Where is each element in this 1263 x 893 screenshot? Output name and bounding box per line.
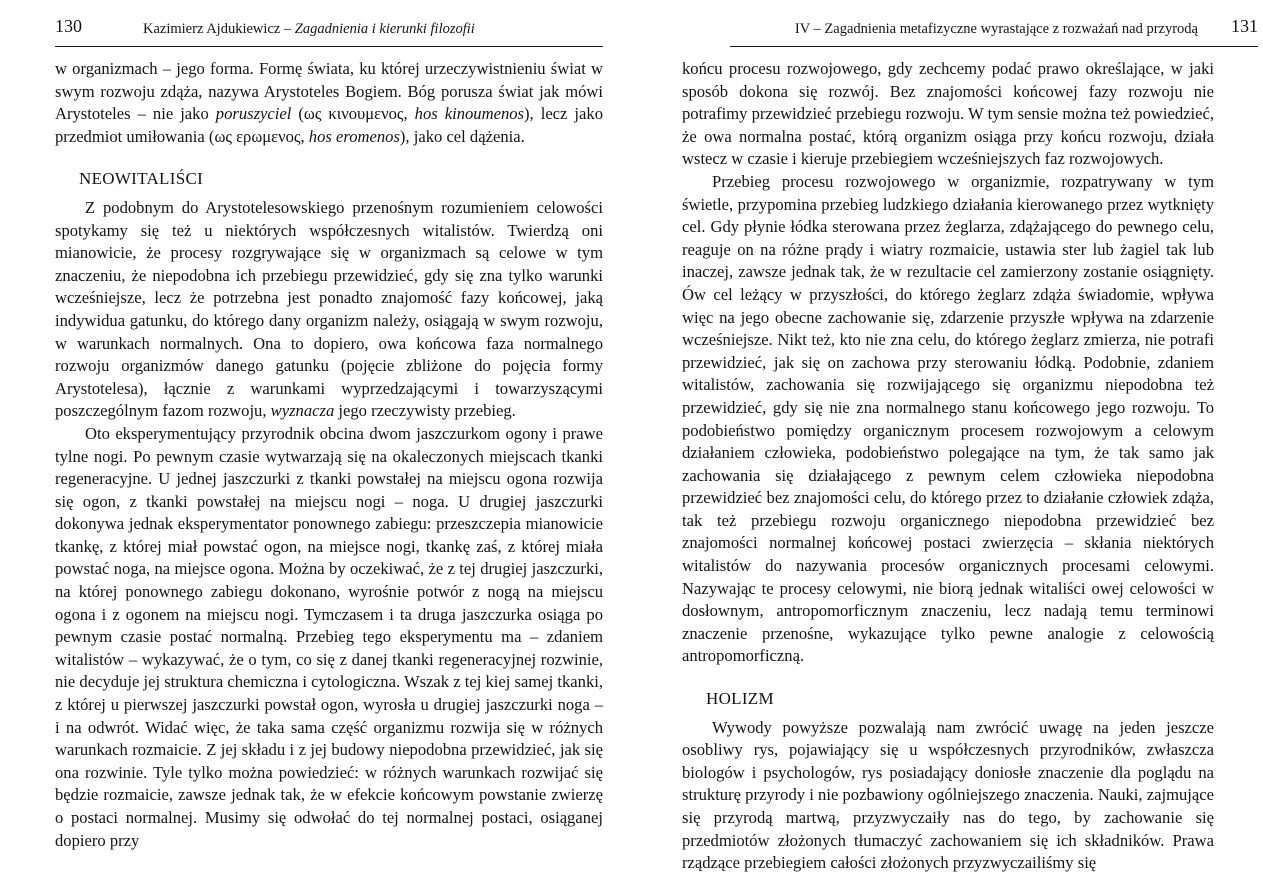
running-head-author: Kazimierz Ajdukiewicz – (143, 21, 295, 37)
right-page-number: 131 (1231, 16, 1258, 36)
book-gutter (620, 0, 670, 893)
left-running-head (55, 18, 603, 42)
left-paragraph-1: w organizmach – jego forma. Formę świata, ku której urzeczywistnieniu świat w swym rozwoju zdąża, nazywa Arystoteles Bogiem. Bóg porusza świat jak mówi Arystoteles – nie jako poruszyciel (ως κινουμενος, hos kinoumenos), lecz jako przedmiot umiłowania (ως ερωμενος, hos eromenos), jako cel dążenia. (55, 59, 603, 146)
right-running-head (730, 18, 1258, 42)
right-page (670, 0, 1263, 893)
italic-term: poruszyciel (215, 104, 292, 124)
left-page-number: 130 (55, 16, 82, 36)
section-heading-holizm: HOLIZM (706, 689, 774, 709)
right-running-title: IV – Zagadnienia metafizyczne wyrastające z rozważań nad przyrodą (794, 21, 1198, 37)
section-heading-neowitalisci: NEOWITALIŚCI (79, 169, 204, 189)
left-running-title (143, 21, 475, 38)
italic-term: hos eromenos (308, 126, 400, 146)
italic-term: wyznacza (270, 401, 335, 421)
right-paragraph-1: końcu procesu rozwojowego, gdy zechcemy podać prawo określające, w jaki sposób dokona się rozwój. Bez znajomości końcowej fazy rozwoju nie potrafimy przewidzieć przebiegu rozwoju. W tym sensie można też powiedzieć, że owa normalna postać, którą organizm osiąga przy końcu rozwoju, działa wstecz w czasie i kieruje przebiegiem wcześniejszych faz rozwojowych. (682, 59, 1214, 169)
right-header-rule (730, 46, 1258, 47)
running-head-book-title: Zagadnienia i kierunki filozofii (294, 21, 475, 37)
right-paragraph-3: Wywody powyższe pozwalają nam zwrócić uwagę na jeden jeszcze osobliwy rys, pojawiający się u współczesnych przyrodników, zwłaszcza biologów i psychologów, rys posiadający doniosłe znaczenie dla poglądu na strukturę przyrody i nie pozbawiony ogólniejszego znaczenia. Nauki, zajmujące się przyrodą martwą, przyzwyczaiły nas do tego, by zachowanie się przedmiotów złożonych tłumaczyć zachowaniem się ich składników. Prawa rządzące przebiegiem całości złożonych przyzwyczailiśmy się (682, 717, 1214, 873)
left-body-text (55, 58, 603, 852)
left-header-rule (55, 46, 603, 47)
left-page (0, 0, 620, 893)
left-paragraph-2: Z podobnym do Arystotelesowskiego przenośnym rozumieniem celowości spotykamy się też u niektórych współczesnych witalistów. Twierdzą oni mianowicie, że procesy rozgrywające się w organizmach są celowe w tym znaczeniu, że niepodobna ich przebiegu przewidzieć, gdy się zna tylko warunki wcześniejsze, lecz że potrzebna jest ponadto znajomość fazy końcowej, jaką indywidua gatunku, do którego dany organizm należy, osiągają w swym rozwoju, w warunkach normalnych. Ona to dopiero, owa końcowa faza normalnego rozwoju organizmów danego gatunku (pojęcie zbliżone do pojęcia formy Arystotelesa), łącznie z warunkami wyprzedzającymi i towarzyszącymi poszczególnym fazom rozwoju, wyznacza jego rzeczywisty przebieg. (55, 197, 603, 421)
right-paragraph-2: Przebieg procesu rozwojowego w organizmie, rozpatrywany w tym świetle, przypomina przebieg ludzkiego działania kierowanego przez wytknięty cel. Gdy płynie łódka sterowana przez żeglarza, zdążającego do pewnego celu, reaguje on na różne prądy i wiatry rozmaicie, ustawia ster lub żagiel tak lub inaczej, zawsze jednak tak, że w rezultacie cel zamierzony zostanie osiągnięty. Ów cel leżący w przyszłości, do którego żeglarz zdąża świadomie, wpływa więc na jego obecne zachowanie się, zdarzenie przyszłe wpływa na zdarzenie wcześniejsze. Nikt też, kto nie zna celu, do którego żeglarz zmierza, nie potrafi przewidzieć, jak się on zachowa przy sterowaniu łódką. Podobnie, zdaniem witalistów, zachowania się rozwijającego się organizmu niepodobna też przewidzieć, gdy się nie zna normalnego stanu końcowego jego rozwoju. To podobieństwo pomiędzy organicznym procesem rozwojowym a celowym działaniem człowieka, podobieństwo polegające na tym, że tak samo jak zachowania się działającego z pewnym celem człowieka niepodobna przewidzieć bez znajomości celu, do którego przez to działanie człowiek zdąża, tak też przebiegu rozwoju organicznego niepodobna przewidzieć bez znajomości normalnej końcowej postaci zwierzęcia – skłania niektórych witalistów do nazywania procesów organicznych procesami celowymi. Nazywając te procesy celowymi, nie biorą jednak witaliści owej celowości w dosłownym, antropomorficznym znaczeniu, lecz nadają temu terminowi znaczenie przenośne, wykazujące tylko pewne analogie z celowością antropomorficzną. (682, 171, 1214, 666)
right-body-text (682, 58, 1214, 875)
left-paragraph-3: Oto eksperymentujący przyrodnik obcina dwom jaszczurkom ogony i prawe tylne nogi. Po pewnym czasie wytwarzają się na okaleczonych miejscach tkanki regeneracyjne. U jednej jaszczurki z tkanki powstałej na miejscu ogona rozwija się ogon, z tkanki powstałej na miejscu nogi – noga. U drugiej jaszczurki dokonywa jednak eksperymentator ponownego zabiegu: przeszczepia mianowicie tkankę, z której miał powstać ogon, na miejsce nogi, tkankę zaś, z której miała powstać noga, na miejsce ogona. Można by oczekiwać, że z tej drugiej jaszczurki, na której ponownego zabiegu dokonano, wyrośnie potwór z nogą na miejscu ogona i z ogonem na miejscu nogi. Tymczasem i ta druga jaszczurka osiąga po pewnym czasie postać normalną. Przebieg tego eksperymentu ma – zdaniem witalistów – wykazywać, że o tym, co się z danej tkanki regeneracyjnej rozwinie, nie decyduje jej struktura chemiczna i cytologiczna. Wszak z tej kiej samej tkanki, z której u pierwszej jaszczurki powstał ogon, wyrosła u drugiej jaszczurki noga – i na odwrót. Widać więc, że taka sama część organizmu rozwija się w różnych warunkach rozmaicie. Z jej składu i z jej budowy niepodobna przewidzieć, jak się ona rozwinie. Tyle tylko można powiedzieć: w różnych warunkach rozwijać się będzie rozmaicie, zawsze jednak tak, że w efekcie końcowym powstanie zwierzę o postaci normalnej. Musimy się odwołać do tej normalnej postaci, osiąganej dopiero przy (55, 423, 603, 850)
italic-term: hos kinoumenos (414, 104, 525, 124)
